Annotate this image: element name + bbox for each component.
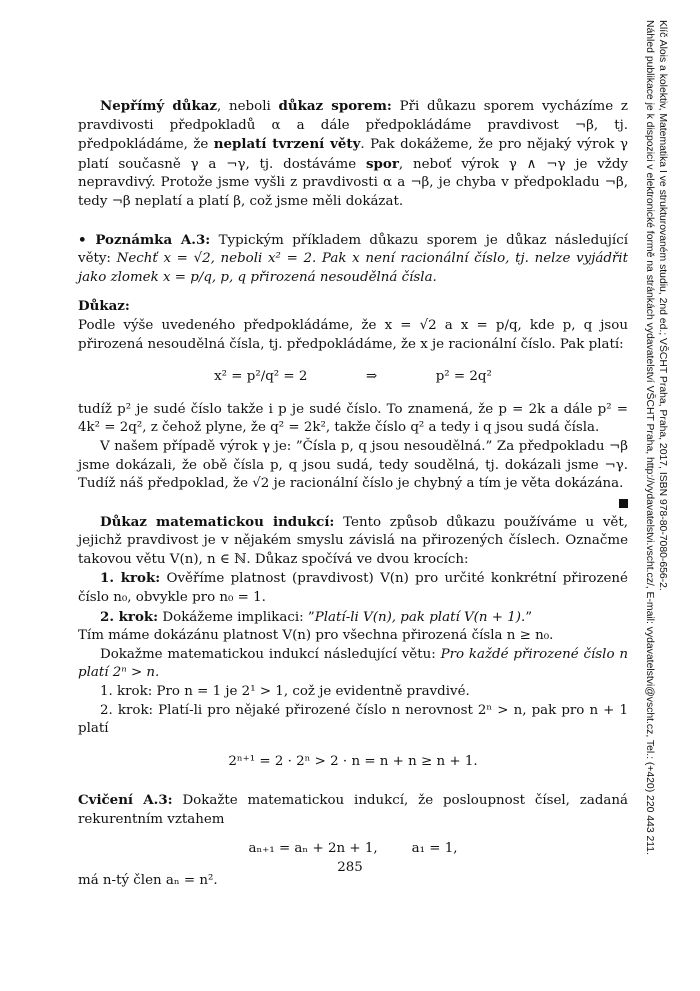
page-number: 285 xyxy=(337,860,363,875)
induction-step-1: 1. krok: Ověříme platnost (pravdivost) V(n) pro určité konkrétní přirozené číslo n₀, obvykle pro n₀ = 1. xyxy=(78,570,628,606)
proof-paragraph-1: Podle výše uvedeného předpokládáme, že x = √2 a x = p/q, kde p, q jsou přirozená nesoudělná čísla, tj. předpokládáme, že x je racionální číslo. Pak platí: xyxy=(78,317,628,352)
induction-example: Dokažme matematickou indukcí následující větu: Pro každé přirozené číslo n platí 2ⁿ > n. xyxy=(78,646,628,681)
induction-example-step-1: 1. krok: Pro n = 1 je 2¹ > 1, což je evidentně pravdivé. xyxy=(100,684,470,700)
side-note-line-2: Náhled publikace je k dispozici v elektronické formě na stránkách vydavatelství VŠCHT Praha, http://vydavatelstvi.vscht.cz/, E-mail: vydavatelstvi@vscht.cz, Tel.: (+420) 220 443 211. xyxy=(644,20,655,855)
indirect-proof-paragraph: Nepřímý důkaz, neboli důkaz sporem: Při důkazu sporem vycházíme z pravdivosti předpokladů α a dále předpokládáme pravdivost ¬β, tj. předpokládáme, že neplatí tvrzení věty. Pak dokážeme, že pro nějaký výrok γ platí současně γ a ¬γ, tj. dostáváme spor, neboť výrok γ ∧ ¬γ je vždy nepravdivý. Protože jsme vyšli z pravdivosti α a ¬β, je chyba v předpokladu ¬β, tedy ¬β neplatí a platí β, což jsme měli dokázat. xyxy=(78,98,628,209)
side-note xyxy=(644,20,669,930)
proof-equation: x² = p²/q² = 2 ⇒ p² = 2q² xyxy=(214,369,492,385)
exercise-a3: Cvičení A.3: Dokažte matematickou indukcí, že posloupnost čísel, zadaná rekurentním vztahem xyxy=(78,792,628,827)
induction-conclusion: Tím máme dokázánu platnost V(n) pro všechna přirozená čísla n ≥ n₀. xyxy=(78,628,554,644)
induction-step-2: 2. krok: Dokážeme implikaci: ”Platí-li V(n), pak platí V(n + 1).” xyxy=(100,608,533,625)
proof-paragraph-2: tudíž p² je sudé číslo takže i p je sudé číslo. To znamená, že p = 2k a dále p² = 4k² = 2q², z čehož plyne, že q² = 2k², takže číslo q² a tedy i q jsou sudá čísla. xyxy=(78,401,628,436)
note-title: • Poznámka A.3: xyxy=(78,231,211,248)
induction-example-step-2: 2. krok: Platí-li pro nějaké přirozené číslo n nerovnost 2ⁿ > n, pak pro n + 1 platí xyxy=(78,702,628,737)
main-text xyxy=(78,97,628,891)
proof-paragraph-3: V našem případě výrok γ je: ”Čísla p, q jsou nesoudělná.” Za předpokladu ¬β jsme dokázali, že obě čísla p, q jsou sudá, tedy soudělná, tj. dokázali jsme ¬γ. Tudíž náš předpoklad, že √2 je racionální číslo je chybný a tím je věta dokázána. xyxy=(78,438,628,494)
exercise-title: Cvičení A.3: xyxy=(78,792,173,809)
side-note-line-1: Klíč Alois a kolektiv, Matematika I ve strukturovaném studiu, 2nd ed.; VŠCHT Praha, Praha, 2017, ISBN 978-80-7080-656-2. xyxy=(657,20,668,591)
note-a3: • Poznámka A.3: Typickým příkladem důkazu sporem je důkaz následující věty: Nechť x = √2, neboli x² = 2. Pak x není racionální číslo, tj. nelze vyjádřit jako zlomek x = p/q, p, q přirozená nesoudělná čísla. xyxy=(78,231,628,285)
exercise-end: má n-tý člen aₙ = n². xyxy=(78,873,218,889)
induction-equation: 2ⁿ⁺¹ = 2 · 2ⁿ > 2 · n = n + n ≥ n + 1. xyxy=(228,753,478,769)
indirect-proof-title: Nepřímý důkaz xyxy=(100,98,218,114)
proof-by-contradiction-title: důkaz sporem: xyxy=(278,98,392,114)
exercise-equation: aₙ₊₁ = aₙ + 2n + 1, a₁ = 1, xyxy=(248,840,458,856)
induction-title: Důkaz matematickou indukcí: xyxy=(100,513,335,530)
proof-heading: Důkaz: xyxy=(78,298,130,315)
qed-mark xyxy=(619,499,628,508)
induction-paragraph: Důkaz matematickou indukcí: Tento způsob důkazu používáme u vět, jejichž pravdivost je v nějakém smyslu závislá na přirozených číslech. Označme takovou větu V(n), n ∈ ℕ. Důkaz spočívá ve dvou krocích: xyxy=(78,513,628,567)
